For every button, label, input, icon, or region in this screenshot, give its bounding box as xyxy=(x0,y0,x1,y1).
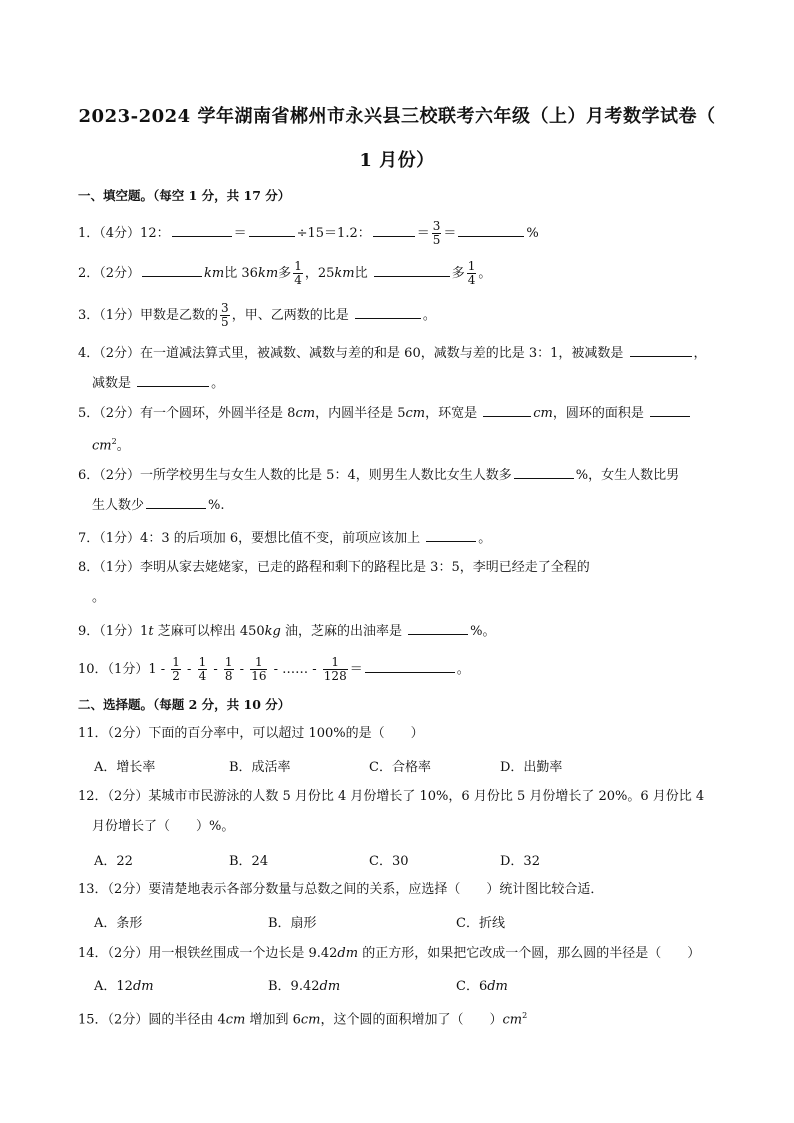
question-4-cont: 减数是 。 xyxy=(92,372,224,394)
section-multiple-choice-heading: 二、选择题。（每题 2 分，共 10 分） xyxy=(78,697,291,712)
question-12: 12．（2分）某城市市民游泳的人数 5 月份比 4 月份增长了 10%，6 月份比 5 月份增长了 20%。6 月份比 4 xyxy=(78,789,705,804)
q11-option-c[interactable]: C．合格率 xyxy=(369,760,431,775)
section-fill-in-blank-heading: 一、填空题。（每空 1 分，共 17 分） xyxy=(78,188,291,203)
answer-blank[interactable] xyxy=(514,464,574,479)
question-5-cont: $cm^2$。 xyxy=(92,437,130,454)
exam-title-line2: 1 月份） xyxy=(359,150,435,171)
q14-option-c[interactable]: C．6dm xyxy=(456,979,508,994)
fraction: $\frac{1}{4}$ xyxy=(467,259,476,287)
answer-blank[interactable] xyxy=(355,304,421,319)
q13-option-c[interactable]: C．折线 xyxy=(456,916,505,931)
exam-title-line1: 2023-2024 学年湖南省郴州市永兴县三校联考六年级（上）月考数学试卷（ xyxy=(78,106,716,127)
q12-option-b[interactable]: B．24 xyxy=(229,854,269,869)
q12-option-a[interactable]: A．22 xyxy=(94,854,133,869)
answer-blank[interactable] xyxy=(483,402,531,417)
answer-blank[interactable] xyxy=(374,262,450,277)
fraction: $\frac{1}{4}$ xyxy=(198,655,207,683)
q11-option-d[interactable]: D．出勤率 xyxy=(500,760,563,775)
question-10: 10．（1分）1 - $\frac{1}{2}$ - $\frac{1}{4}$ - $\frac{1}{8}$ - $\frac{1}{16}$ - …… - $\frac{1}{128}$ ＝ 。 xyxy=(78,655,470,683)
question-1: 1．（4分）12： ＝ ÷15＝1.2： ＝ $\frac{3}{5}$ ＝ % xyxy=(78,219,539,247)
q13-option-b[interactable]: B．扇形 xyxy=(268,916,317,931)
answer-blank[interactable] xyxy=(365,658,455,673)
question-5: 5．（2分）有一个圆环，外圆半径是 8cm，内圆半径是 5cm，环宽是 cm，圆环的面积是 xyxy=(78,402,692,424)
answer-blank[interactable] xyxy=(146,494,206,509)
question-6: 6．（2分）一所学校男生与女生人数的比是 5：4，则男生人数比女生人数多 %，女生人数比男 xyxy=(78,464,679,486)
answer-blank[interactable] xyxy=(137,372,209,387)
answer-blank[interactable] xyxy=(426,527,476,542)
question-13: 13．（2分）要清楚地表示各部分数量与总数之间的关系，应选择（ ）统计图比较合适． xyxy=(78,882,604,897)
question-4: 4．（2分）在一道减法算式里，被减数、减数与差的和是 60，减数与差的比是 3：1，被减数是 ， xyxy=(78,342,707,364)
q14-option-a[interactable]: A．12dm xyxy=(94,979,154,994)
question-15: 15．（2分）圆的半径由 4cm 增加到 6cm，这个圆的面积增加了（ ）$cm^2$ xyxy=(78,1011,528,1028)
answer-blank[interactable] xyxy=(408,620,468,635)
answer-blank[interactable] xyxy=(373,222,415,237)
q12-option-c[interactable]: C．30 xyxy=(369,854,409,869)
question-14: 14．（2分）用一根铁丝围成一个边长是 9.42dm 的正方形，如果把它改成一个圆，那么圆的半径是（ ） xyxy=(78,946,701,961)
q13-option-a[interactable]: A．条形 xyxy=(94,916,143,931)
answer-blank[interactable] xyxy=(650,402,690,417)
answer-blank[interactable] xyxy=(142,262,202,277)
answer-blank[interactable] xyxy=(458,222,524,237)
question-8-cont: 。 xyxy=(92,590,106,605)
q14-option-b[interactable]: B．9.42dm xyxy=(268,979,341,994)
answer-blank[interactable] xyxy=(630,342,692,357)
answer-blank[interactable] xyxy=(172,222,232,237)
fraction: $\frac{1}{2}$ xyxy=(172,655,180,683)
fraction: $\frac{1}{128}$ xyxy=(323,655,347,683)
question-11: 11．（2分）下面的百分率中，可以超过 100%的是（ ） xyxy=(78,726,424,741)
question-9: 9．（1分）1t 芝麻可以榨出 450kg 油，芝麻的出油率是 %。 xyxy=(78,620,495,642)
fraction: $\frac{3}{5}$ xyxy=(432,219,441,247)
q11-option-a[interactable]: A．增长率 xyxy=(94,760,156,775)
fraction: $\frac{3}{5}$ xyxy=(221,301,229,329)
q12-option-d[interactable]: D．32 xyxy=(500,854,540,869)
question-8: 8．（1分）李明从家去姥姥家，已走的路程和剩下的路程比是 3：5，李明已经走了全程的 xyxy=(78,560,590,575)
question-2: 2．（2分） km比 36km多 $\frac{1}{4}$ ，25km比 多 $\frac{1}{4}$ 。 xyxy=(78,259,492,287)
q11-option-b[interactable]: B．成活率 xyxy=(229,760,291,775)
question-6-cont: 生人数少 %. xyxy=(92,494,225,516)
answer-blank[interactable] xyxy=(249,222,295,237)
fraction: $\frac{1}{16}$ xyxy=(251,655,267,683)
fraction: $\frac{1}{4}$ xyxy=(294,259,302,287)
fraction: $\frac{1}{8}$ xyxy=(224,655,233,683)
question-12-cont: 月份增长了（ ）%。 xyxy=(92,819,235,834)
question-3: 3．（1分）甲数是乙数的 $\frac{3}{5}$ ，甲、乙两数的比是 。 xyxy=(78,301,436,329)
question-7: 7．（1分）4：3 的后项加 6，要想比值不变，前项应该加上 。 xyxy=(78,527,491,549)
